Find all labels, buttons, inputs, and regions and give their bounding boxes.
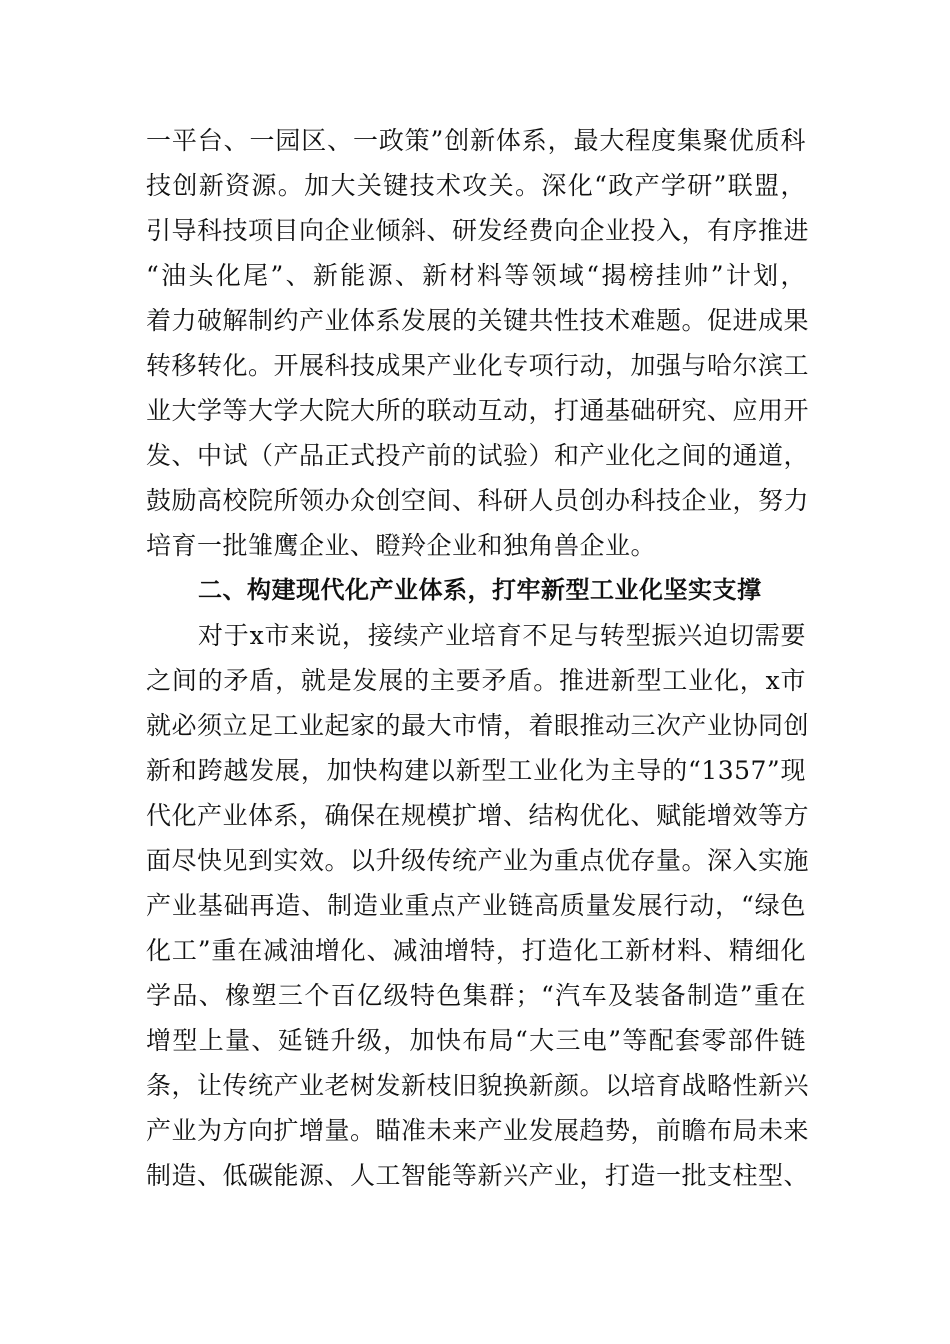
text-line: 着力破解制约产业体系发展的关键共性技术难题。促进成果 bbox=[146, 306, 810, 335]
text-line: 条，让传统产业老树发新枝旧貌换新颜。以培育战略性新兴 bbox=[146, 1071, 810, 1100]
section-heading: 二、构建现代化产业体系，打牢新型工业化坚实支撑 bbox=[198, 576, 762, 604]
text-line: “油头化尾”、新能源、新材料等领域“揭榜挂帅”计划， bbox=[146, 261, 807, 290]
text-line: 一平台、一园区、一政策”创新体系，最大程度集聚优质科 bbox=[146, 126, 806, 155]
text-line: 产业为方向扩增量。瞄准未来产业发展趋势，前瞻布局未来 bbox=[146, 1116, 810, 1145]
text-line: 引导科技项目向企业倾斜、研发经费向企业投入，有序推进 bbox=[146, 216, 810, 245]
text-line: 化工”重在减油增化、减油增特，打造化工新材料、精细化 bbox=[146, 936, 806, 965]
text-line: 转移转化。开展科技成果产业化专项行动，加强与哈尔滨工 bbox=[146, 351, 810, 380]
text-line: 制造、低碳能源、人工智能等新兴产业，打造一批支柱型、 bbox=[146, 1161, 810, 1190]
text-line: 面尽快见到实效。以升级传统产业为重点优存量。深入实施 bbox=[146, 846, 810, 875]
text-line: 之间的矛盾，就是发展的主要矛盾。推进新型工业化，x市 bbox=[146, 666, 806, 695]
paragraph-2 bbox=[146, 613, 810, 1198]
text-line: 鼓励高校院所领办众创空间、科研人员创办科技企业，努力 bbox=[146, 486, 810, 515]
paragraph-1 bbox=[146, 118, 810, 568]
text-line: 技创新资源。加大关键技术攻关。深化“政产学研”联盟， bbox=[146, 171, 806, 200]
text-line: 培育一批雏鹰企业、瞪羚企业和独角兽企业。 bbox=[146, 531, 657, 560]
text-line: 对于x市来说，接续产业培育不足与转型振兴迫切需要 bbox=[198, 621, 806, 650]
section-heading-block bbox=[146, 568, 806, 613]
text-line: 增型上量、延链升级，加快布局“大三电”等配套零部件链 bbox=[146, 1026, 806, 1055]
text-line: 产业基础再造、制造业重点产业链高质量发展行动，“绿色 bbox=[146, 891, 806, 920]
text-line: 就必须立足工业起家的最大市情，着眼推动三次产业协同创 bbox=[146, 711, 810, 740]
text-line: 代化产业体系，确保在规模扩增、结构优化、赋能增效等方 bbox=[146, 801, 810, 830]
text-line: 新和跨越发展，加快构建以新型工业化为主导的“1357”现 bbox=[146, 756, 806, 785]
text-line: 业大学等大学大院大所的联动互动，打通基础研究、应用开 bbox=[146, 396, 810, 425]
text-line: 学品、橡塑三个百亿级特色集群；“汽车及装备制造”重在 bbox=[146, 981, 806, 1010]
text-line: 发、中试（产品正式投产前的试验）和产业化之间的通道， bbox=[146, 441, 810, 470]
